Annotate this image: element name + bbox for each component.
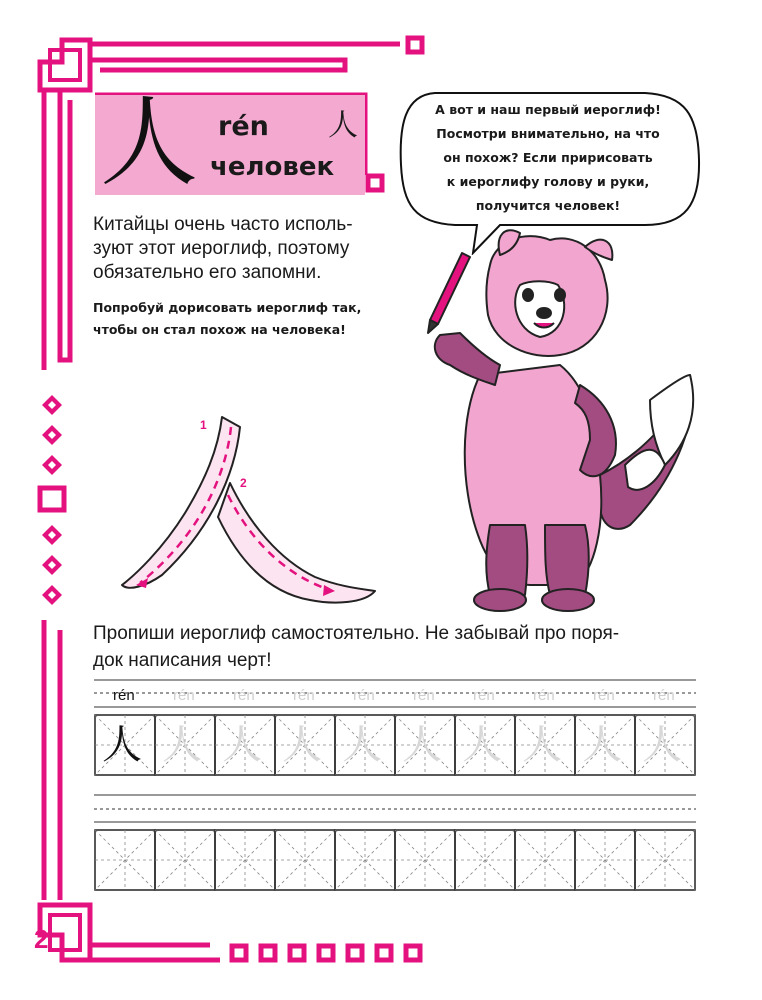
glyph-example: 人: [102, 722, 142, 768]
intro-line: Китайцы очень часто исполь-: [93, 214, 353, 235]
pinyin-trace-2: rén: [233, 687, 255, 704]
pinyin-trace-1: rén: [173, 687, 195, 704]
bubble-line: он похож? Если пририсовать: [443, 150, 653, 165]
glyph-trace-8: 人: [582, 722, 622, 768]
pinyin-example: rén: [113, 687, 135, 704]
glyph-trace-1: 人: [162, 722, 202, 768]
stroke-order-diagram: [100, 405, 400, 605]
pinyin-trace-8: rén: [593, 687, 615, 704]
bubble-line: к иероглифу голову и руки,: [446, 174, 650, 189]
glyph-trace-4: 人: [342, 722, 382, 768]
task-line: чтобы он стал похож на человека!: [93, 322, 346, 337]
pinyin-trace-3: rén: [293, 687, 315, 704]
pinyin-trace-4: rén: [353, 687, 375, 704]
red-panda-illustration: [400, 225, 700, 615]
header-big-glyph: 人: [100, 86, 199, 200]
instruction-line: док написания черт!: [93, 650, 272, 671]
bubble-line: Посмотри внимательно, на что: [436, 126, 660, 141]
stroke-label-2: 2: [240, 476, 247, 490]
header-small-glyph: 人: [328, 108, 358, 143]
pinyin-trace-5: rén: [413, 687, 435, 704]
pinyin-trace-9: rén: [653, 687, 675, 704]
speech-bubble-text: [398, 98, 698, 218]
stroke-label-1: 1: [200, 418, 207, 432]
glyph-trace-6: 人: [462, 722, 502, 768]
glyph-trace-2: 人: [222, 722, 262, 768]
glyph-trace-9: 人: [642, 722, 682, 768]
pinyin-trace-7: rén: [533, 687, 555, 704]
header-meaning: человек: [210, 152, 335, 182]
task-line: Попробуй дорисовать иероглиф так,: [93, 300, 362, 315]
practice-instruction: [93, 620, 713, 674]
task-text: [93, 297, 393, 341]
instruction-line: Пропиши иероглиф самостоятельно. Не забывай про поря-: [93, 623, 620, 644]
bubble-line: получится человек!: [475, 198, 621, 213]
page-number: 2: [34, 924, 49, 954]
pinyin-trace-6: rén: [473, 687, 495, 704]
glyph-trace-5: 人: [402, 722, 442, 768]
bubble-line: А вот и наш первый иероглиф!: [435, 102, 661, 117]
glyph-trace-3: 人: [282, 722, 322, 768]
intro-line: зуют этот иероглиф, поэтому: [93, 238, 350, 259]
practice-grid: [90, 675, 700, 900]
intro-paragraph: [93, 213, 403, 285]
intro-line: обязательно его запомни.: [93, 262, 322, 283]
header-pinyin: rén: [218, 111, 269, 142]
glyph-trace-7: 人: [522, 722, 562, 768]
